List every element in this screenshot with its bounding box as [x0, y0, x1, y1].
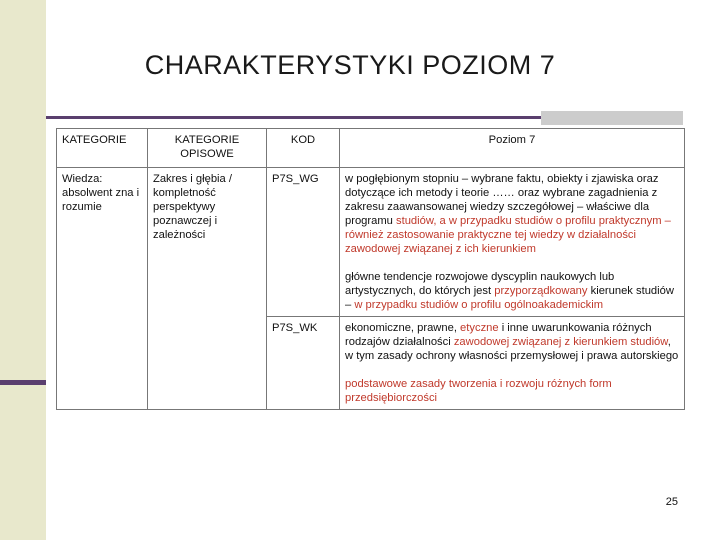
wk-text: , w tym zasady ochrony własności przemysłowej i prawa autorskiego — [345, 336, 679, 362]
header-kategorie-opisowe: KATEGORIE OPISOWE — [148, 129, 267, 168]
title-rule-accent — [541, 111, 683, 125]
wk-paragraph-2: podstawowe zasady tworzenia i rozwoju różnych form przedsiębiorczości — [345, 378, 612, 404]
description-cell-wk — [340, 317, 685, 410]
wk-paragraph-1 — [345, 321, 679, 363]
wg-text-highlight: w przypadku studiów o profilu ogólnoakademickim — [354, 299, 604, 311]
wg-text-highlight: przyporządkowany — [494, 285, 588, 297]
wg-text: w pogłębionym stopniu – wybrane faktu, obiekty i zjawiska oraz dotyczące ich metody i teorie …… oraz wybrane zagadnienia z zakresu zaawansowanej wiedzy szczegółowej – właściwe dla programu — [345, 173, 659, 227]
description-cell-wg — [340, 168, 685, 317]
slide-title: CHARAKTERYSTYKI POZIOM 7 — [144, 50, 556, 80]
side-decor-mark — [0, 380, 46, 385]
title-rule — [46, 116, 541, 119]
wg-paragraph-2 — [345, 270, 679, 312]
wk-text: i inne uwarunkowania różnych rodzajów działalności — [345, 322, 652, 348]
table-row — [57, 168, 685, 317]
wk-text-highlight: etyczne — [460, 322, 499, 334]
header-kategorie: KATEGORIE — [57, 129, 148, 168]
wg-text: główne tendencje rozwojowe dyscyplin naukowych lub artystycznych, do których jest — [345, 271, 615, 297]
characteristics-table — [56, 128, 685, 410]
code-cell-wk: P7S_WK — [267, 317, 340, 410]
wk-text: ekonomiczne, prawne, — [345, 322, 461, 334]
header-kod: KOD — [267, 129, 340, 168]
category-cell: Wiedza: absolwent zna i rozumie — [57, 168, 148, 410]
table-header-row — [57, 129, 685, 168]
side-decor-band — [0, 0, 46, 540]
wg-text-highlight: studiów, a w przypadku studiów o profilu praktycznym – również zastosowanie praktyczne tej wiedzy w działalności zawodowej związanej z ich kierunkiem — [345, 215, 671, 255]
wk-text-highlight: zawodowej związanej z kierunkiem studiów — [453, 336, 668, 348]
header-poziom-7: Poziom 7 — [340, 129, 685, 168]
wg-text: kierunek studiów – — [345, 285, 674, 311]
wg-paragraph-1 — [345, 172, 679, 256]
descriptive-cell: Zakres i głębia / kompletność perspektywy poznawczej i zależności — [148, 168, 267, 410]
page-number: 25 — [665, 496, 678, 508]
code-cell-wg: P7S_WG — [267, 168, 340, 317]
